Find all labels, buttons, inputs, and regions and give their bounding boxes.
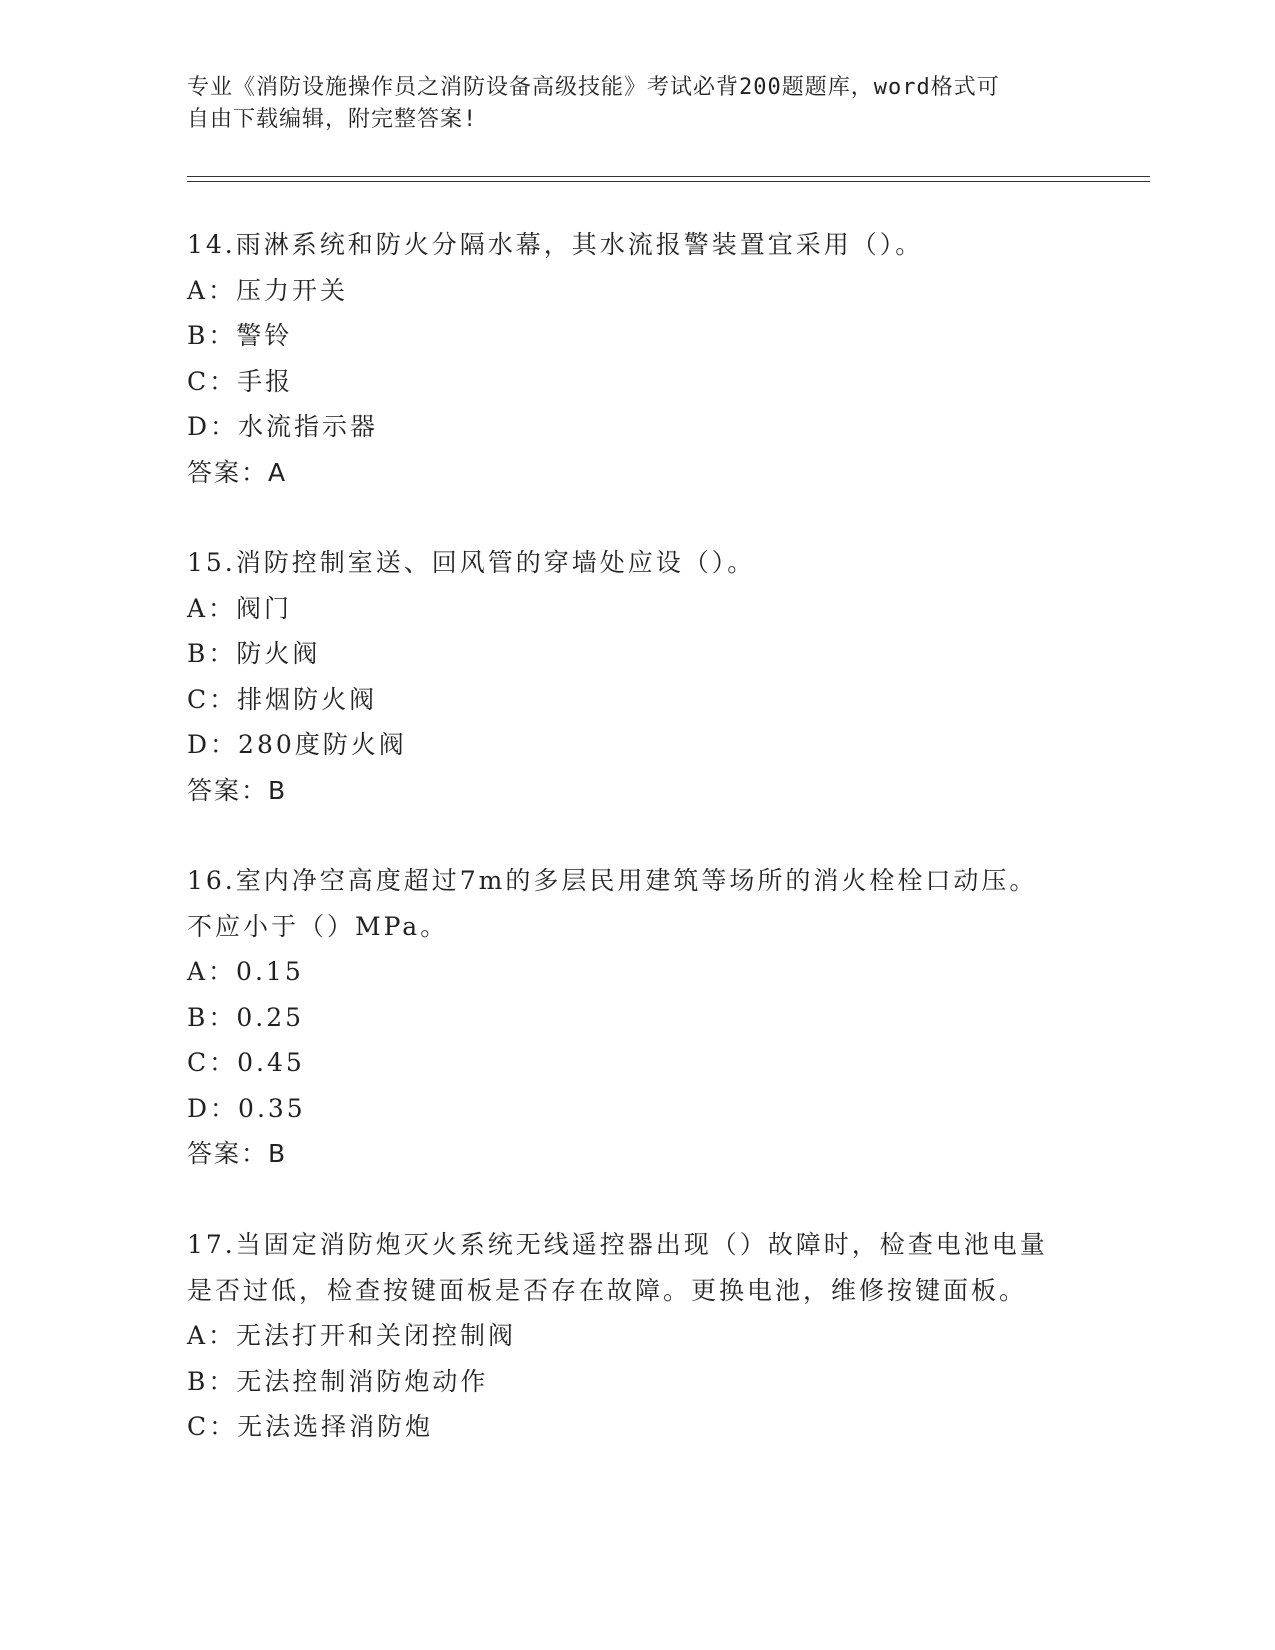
option-b: B：防火阀 — [187, 639, 321, 668]
option-d: D：0.35 — [187, 1093, 306, 1123]
header-divider-top — [187, 176, 1150, 177]
option-a: A：0.15 — [187, 957, 304, 986]
option-d: D：280度防火阀 — [187, 730, 407, 759]
question-stem: 15.消防控制室送、回风管的穿墙处应设（）。 — [187, 548, 756, 577]
option-c: C：无法选择消防炮 — [187, 1412, 434, 1441]
header-line-1: 专业《消防设施操作员之消防设备高级技能》考试必背200题题库，word格式可 — [187, 75, 1000, 100]
header-line-2: 自由下载编辑，附完整答案! — [187, 107, 478, 132]
document-header — [187, 72, 1067, 136]
question-17 — [187, 1222, 1087, 1450]
question-15 — [187, 540, 1087, 813]
option-a: A：压力开关 — [187, 275, 349, 305]
option-d: D：水流指示器 — [187, 412, 379, 441]
answer: 答案：B — [187, 775, 288, 805]
question-stem: 17.当固定消防炮灭火系统无线遥控器出现（）故障时，检查电池电量 — [187, 1230, 1048, 1259]
question-14 — [187, 222, 1087, 495]
option-b: B：0.25 — [187, 1002, 305, 1032]
question-stem-continued: 是否过低，检查按键面板是否存在故障。更换电池，维修按键面板。 — [187, 1275, 1028, 1305]
option-b: B：无法控制消防炮动作 — [187, 1366, 489, 1396]
question-stem: 16.室内净空高度超过7m的多层民用建筑等场所的消火栓栓口动压。 — [187, 866, 1038, 895]
answer: 答案：B — [187, 1139, 288, 1168]
question-stem: 14.雨淋系统和防火分隔水幕，其水流报警装置宜采用（）。 — [187, 230, 924, 259]
option-c: C：手报 — [187, 366, 294, 396]
question-stem-continued: 不应小于（）MPa。 — [187, 911, 449, 941]
answer: 答案：A — [187, 457, 288, 487]
option-c: C：0.45 — [187, 1048, 305, 1077]
question-16 — [187, 858, 1087, 1177]
option-a: A：阀门 — [187, 593, 293, 623]
header-divider-bottom — [187, 181, 1150, 182]
option-b: B：警铃 — [187, 321, 293, 350]
option-a: A：无法打开和关闭控制阀 — [187, 1321, 517, 1350]
option-c: C：排烟防火阀 — [187, 684, 378, 714]
